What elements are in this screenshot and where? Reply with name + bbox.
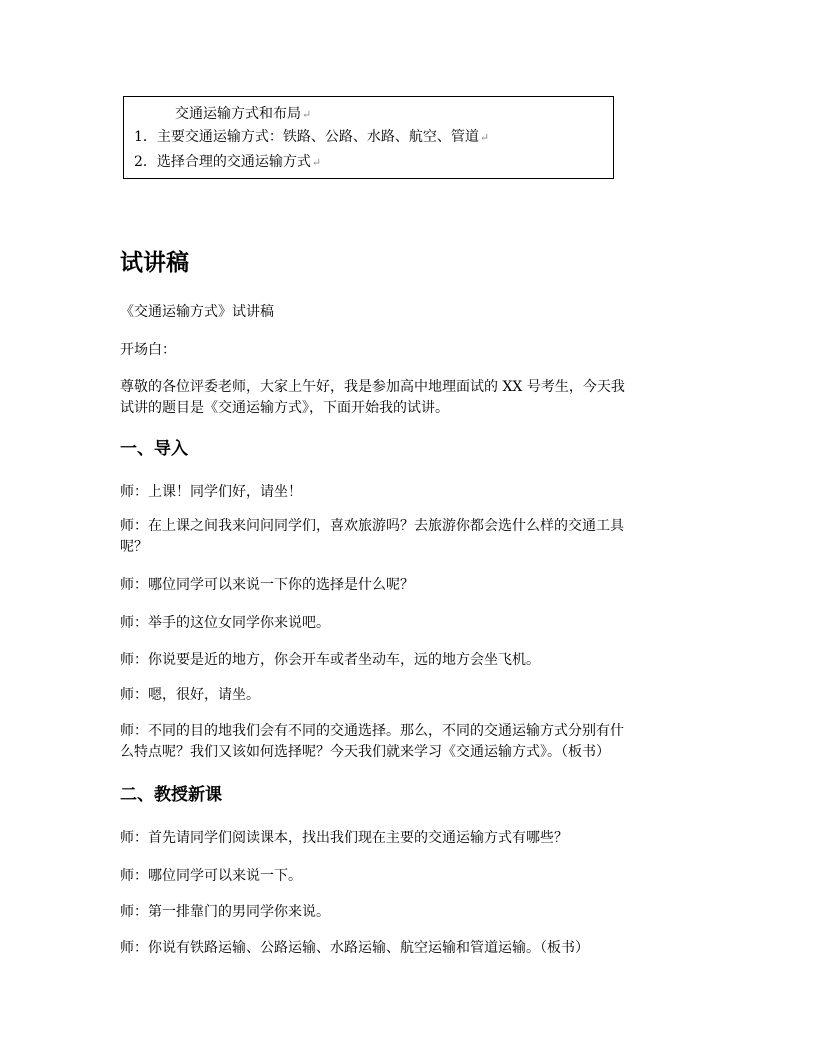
paragraph-mark-icon: ↵ bbox=[302, 108, 312, 121]
dialogue-paragraph bbox=[120, 721, 700, 763]
paragraph-line: 师：上课！同学们好，请坐！ bbox=[120, 484, 302, 500]
intro-paragraph bbox=[120, 377, 700, 419]
board-title: 交通运输方式和布局↵ bbox=[175, 106, 312, 122]
paragraph-line: 师：你说有铁路运输、公路运输、水路运输、航空运输和管道运输。（板书） bbox=[120, 940, 589, 956]
paragraph-line: 师：哪位同学可以来说一下。 bbox=[120, 868, 302, 884]
dialogue-paragraph bbox=[120, 828, 700, 849]
dialogue-paragraph bbox=[120, 685, 700, 706]
blackboard-outline-box bbox=[123, 96, 614, 179]
paragraph-line: 师：你说要是近的地方，你会开车或者坐动车，远的地方会坐飞机。 bbox=[120, 652, 540, 668]
board-item-1: 1．主要交通运输方式：铁路、公路、水路、航空、管道↵ bbox=[134, 129, 490, 145]
paragraph-line: 师：不同的目的地我们会有不同的交通选择。那么，不同的交通运输方式分别有什 bbox=[120, 723, 624, 739]
paragraph-line: 师：首先请同学们阅读课本，找出我们现在主要的交通运输方式有哪些？ bbox=[120, 830, 568, 846]
paragraph-line: 么特点呢？我们又该如何选择呢？今天我们就来学习《交通运输方式》。（板书） bbox=[120, 744, 610, 760]
dialogue-paragraph bbox=[120, 938, 700, 959]
board-item-2: 2．选择合理的交通运输方式↵ bbox=[134, 154, 322, 170]
paragraph-mark-icon: ↵ bbox=[311, 156, 322, 169]
paragraph-line: 呢？ bbox=[120, 539, 148, 555]
section-heading-new-lesson: 二、教授新课 bbox=[120, 785, 222, 805]
paragraph-line: 师：在上课之间我来问问同学们，喜欢旅游吗？去旅游你都会选什么样的交通工具 bbox=[120, 518, 624, 534]
paragraph-line: 试讲的题目是《交通运输方式》，下面开始我的试讲。 bbox=[120, 400, 449, 416]
dialogue-paragraph bbox=[120, 575, 700, 596]
dialogue-paragraph bbox=[120, 516, 700, 558]
paragraph-line: 师：哪位同学可以来说一下你的选择是什么呢？ bbox=[120, 577, 414, 593]
section-heading-intro: 一、导入 bbox=[120, 439, 188, 459]
main-heading: 试讲稿 bbox=[120, 250, 189, 276]
dialogue-paragraph bbox=[120, 613, 700, 634]
dialogue-paragraph bbox=[120, 866, 700, 887]
dialogue-paragraph bbox=[120, 902, 700, 923]
dialogue-paragraph bbox=[120, 650, 700, 671]
paragraph-mark-icon: ↵ bbox=[479, 131, 490, 144]
paragraph-line: 尊敬的各位评委老师，大家上午好，我是参加高中地理面试的 XX 号考生，今天我 bbox=[120, 379, 625, 395]
paragraph-line: 师：嗯，很好，请坐。 bbox=[120, 687, 260, 703]
paragraph-line: 师：举手的这位女同学你来说吧。 bbox=[120, 615, 330, 631]
opening-label: 开场白： bbox=[120, 342, 176, 358]
paragraph-line: 师：第一排靠门的男同学你来说。 bbox=[120, 904, 330, 920]
script-subtitle: 《交通运输方式》试讲稿 bbox=[120, 304, 274, 320]
dialogue-paragraph bbox=[120, 482, 700, 503]
